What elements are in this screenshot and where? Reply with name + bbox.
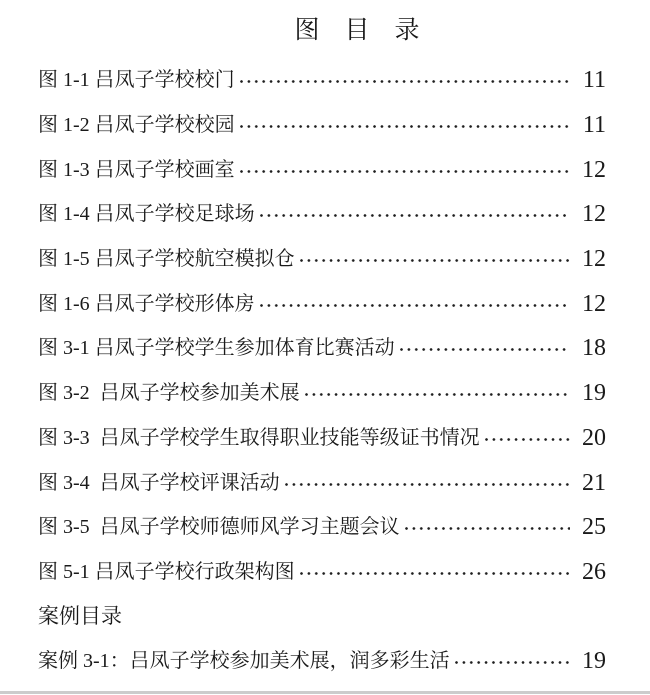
- dot-leader: [300, 259, 570, 262]
- toc-entry: [38, 147, 606, 192]
- toc-entry: [38, 58, 606, 103]
- toc-entry: [38, 192, 606, 237]
- toc-entry-text: 案例 3-1：吕凤子学校参加美术展，润多彩生活: [38, 650, 450, 673]
- toc-entry: [38, 460, 606, 505]
- toc-entry-text: 图 1-6 吕凤子学校形体房: [38, 292, 255, 315]
- toc-entry: [38, 416, 606, 461]
- toc-entry-page: 21: [582, 469, 606, 496]
- toc-entry: [38, 326, 606, 371]
- toc-entry-page: 19: [582, 648, 606, 675]
- toc-entry: [38, 371, 606, 416]
- toc-entry-page: 11: [582, 112, 606, 139]
- toc-entry: [38, 550, 606, 595]
- dot-leader: [485, 438, 570, 441]
- dot-leader: [240, 125, 570, 128]
- dot-leader: [240, 80, 570, 83]
- toc-entry: [38, 281, 606, 326]
- dot-leader: [240, 170, 570, 173]
- toc-entry-page: 25: [582, 514, 606, 541]
- toc-entry-text: 图 5-1 吕凤子学校行政架构图: [38, 560, 295, 583]
- toc-entry: [38, 505, 606, 550]
- toc-entry-page: 11: [582, 67, 606, 94]
- case-section-heading: 案例目录: [38, 604, 122, 629]
- toc-entry-text: 图 3-3 吕凤子学校学生取得职业技能等级证书情况: [38, 426, 480, 449]
- toc-entry-page: 18: [582, 335, 606, 362]
- toc-entry-page: 12: [582, 201, 606, 228]
- toc-entry-page: 26: [582, 558, 606, 585]
- list-of-figures-title: 图 目 录: [294, 17, 420, 44]
- toc-block: [38, 58, 606, 684]
- toc-entry-text: 图 3-1 吕凤子学校学生参加体育比赛活动: [38, 337, 395, 360]
- dot-leader: [260, 214, 570, 217]
- toc-entry: [38, 103, 606, 148]
- dot-leader: [260, 304, 570, 307]
- toc-entry: [38, 237, 606, 282]
- toc-entry-text: 图 1-5 吕凤子学校航空模拟仓: [38, 248, 295, 271]
- toc-entry-text: 图 3-4 吕凤子学校评课活动: [38, 471, 280, 494]
- toc-entry-page: 12: [582, 246, 606, 273]
- dot-leader: [300, 572, 570, 575]
- dot-leader: [285, 483, 570, 486]
- case-section-heading-row: [38, 594, 606, 639]
- toc-entry-page: 12: [582, 290, 606, 317]
- toc-entry-page: 20: [582, 424, 606, 451]
- toc-entry: [38, 639, 606, 684]
- toc-entry-text: 图 1-1 吕凤子学校校门: [38, 69, 235, 92]
- dot-leader: [455, 661, 570, 664]
- toc-entry-text: 图 1-2 吕凤子学校校园: [38, 114, 235, 137]
- toc-entry-text: 图 3-5 吕凤子学校师德师风学习主题会议: [38, 516, 400, 539]
- dot-leader: [305, 393, 570, 396]
- toc-entry-text: 图 1-4 吕凤子学校足球场: [38, 203, 255, 226]
- page-bottom-edge: [0, 691, 650, 694]
- dot-leader: [405, 527, 570, 530]
- dot-leader: [400, 348, 570, 351]
- toc-entry-page: 19: [582, 380, 606, 407]
- toc-entry-page: 12: [582, 156, 606, 183]
- figure-toc-list: [38, 58, 606, 594]
- toc-entry-text: 图 3-2 吕凤子学校参加美术展: [38, 382, 300, 405]
- toc-entry-text: 图 1-3 吕凤子学校画室: [38, 158, 235, 181]
- case-toc-list: [38, 639, 606, 684]
